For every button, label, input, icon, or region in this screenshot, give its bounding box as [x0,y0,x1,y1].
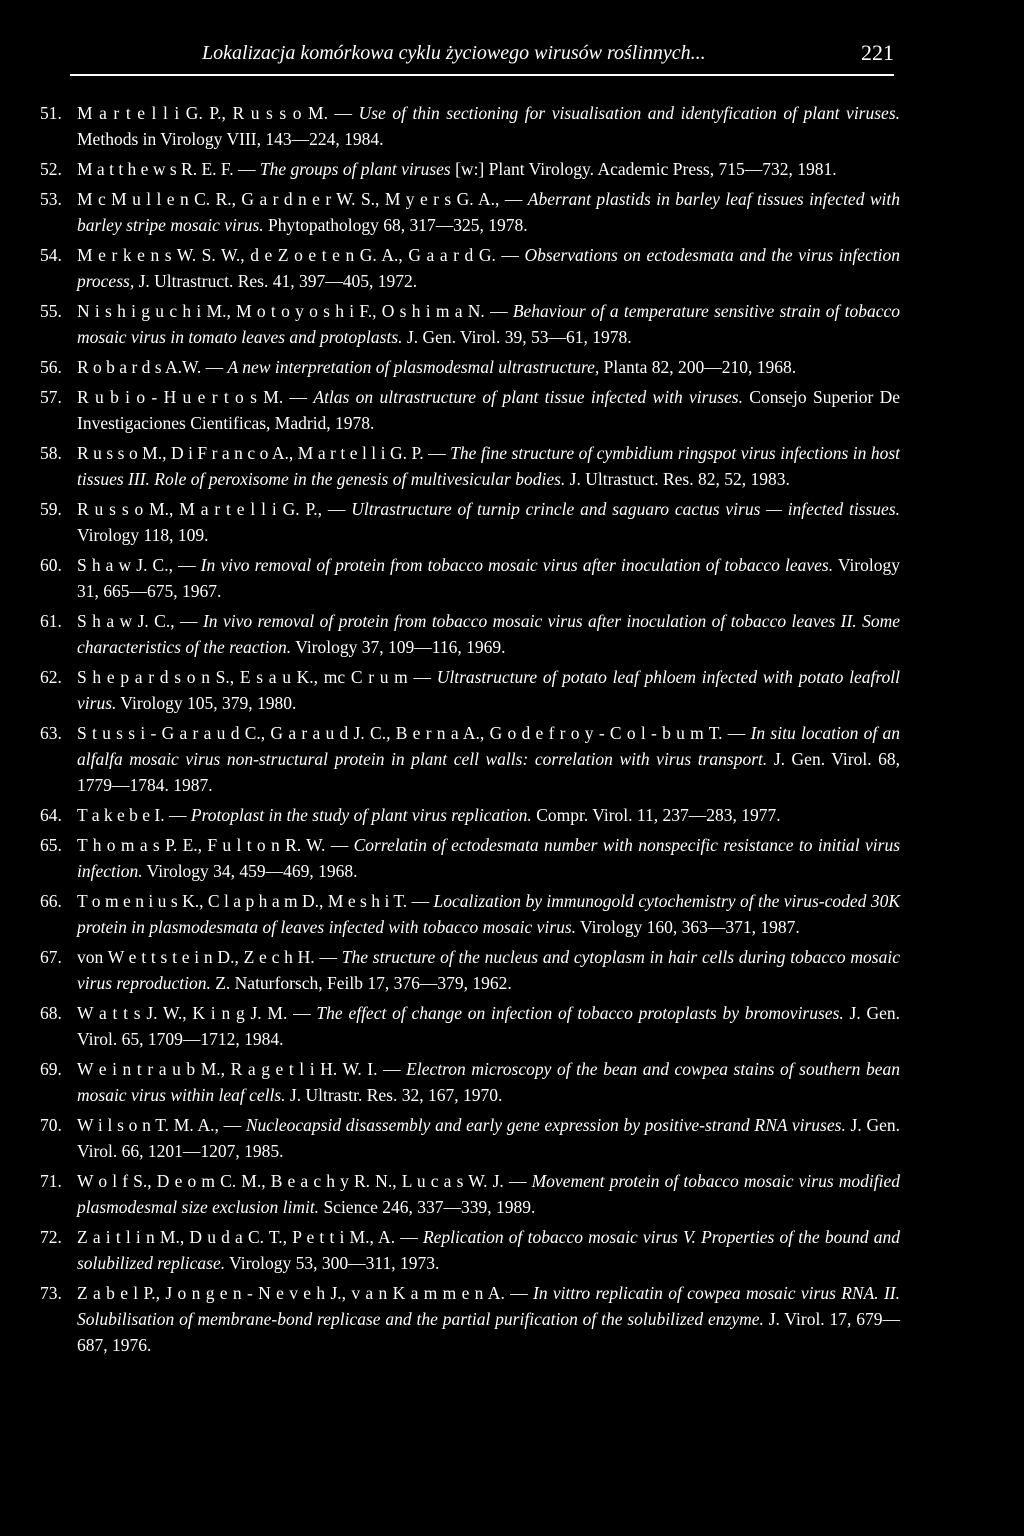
reference-authors: T a k e b e I. [77,805,165,825]
reference-title: In situ location of an alfalfa mosaic virus non-structural protein in plant cell walls: correlation with virus transport. [77,723,901,769]
reference-entry [40,888,900,940]
reference-source: Phytopathology 68, 317—325, 1978. [263,215,528,235]
reference-separator: — [499,189,528,209]
reference-authors: S h a w J. C., [77,611,175,631]
reference-title: In vittro replicatin of cowpea mosaic virus RNA. II. Solubilisation of membrane-bond replicase and the partial purification of the solubilized enzyme. [77,1283,901,1329]
reference-entry [40,242,900,294]
reference-authors: M a r t e l l i G. P., R u s s o M. [77,103,328,123]
reference-source: Virology 160, 363—371, 1987. [576,917,800,937]
reference-separator: — [218,1115,246,1135]
reference-number: 64. [40,805,62,825]
reference-number: 51. [40,103,62,123]
reference-authors: S t u s s i - G a r a u d C., G a r a u d J. C., B e r n a A., G o d e f r o y - C o l - b u m T. [77,723,723,743]
reference-source: Planta 82, 200—210, 1968. [599,357,797,377]
reference-entry [40,720,900,798]
reference-separator: — [407,667,437,687]
running-header [70,40,894,76]
reference-authors: S h a w J. C., [77,555,173,575]
reference-entry [40,496,900,548]
reference-title: In vivo removal of protein from tobacco mosaic virus after inoculation of tobacco leaves II. Some characteristics of the reaction. [77,611,901,657]
reference-entry [40,186,900,238]
reference-source: J. Gen. Virol. 65, 1709—1712, 1984. [77,1003,901,1049]
reference-source: Compr. Virol. 11, 237—283, 1977. [531,805,781,825]
reference-number: 62. [40,667,62,687]
reference-separator: — [395,1227,423,1247]
reference-entry [40,1112,900,1164]
reference-source: J. Virol. 17, 679—687, 1976. [77,1309,900,1355]
reference-separator: — [495,245,525,265]
reference-separator: — [314,947,342,967]
reference-authors: T h o m a s P. E., F u l t o n R. W. [77,835,326,855]
reference-title: Aberrant plastids in barley leaf tissues infected with barley stripe mosaic virus. [77,189,901,235]
reference-source: J. Gen. Virol. 66, 1201—1207, 1985. [77,1115,900,1161]
reference-entry [40,832,900,884]
reference-title: Electron microscopy of the bean and cowpea stains of southern bean mosaic virus within leaf cells. [77,1059,901,1105]
reference-entry [40,552,900,604]
reference-number: 71. [40,1171,62,1191]
reference-number: 70. [40,1115,62,1135]
reference-separator: — [327,103,359,123]
reference-source: Science 246, 337—339, 1989. [319,1197,536,1217]
reference-separator: — [503,1171,532,1191]
reference-authors: W o l f S., D e o m C. M., B e a c h y R. N., L u c a s W. J. [77,1171,504,1191]
reference-entry [40,1168,900,1220]
reference-authors: W a t t s J. W., K i n g J. M. [77,1003,288,1023]
reference-source: J. Ultrastruct. Res. 41, 397—405, 1972. [134,271,418,291]
reference-entry [40,440,900,492]
reference-authors: S h e p a r d s o n S., E s a u K., mc C r u m [77,667,408,687]
reference-source: Virology 34, 459—469, 1968. [142,861,358,881]
reference-entry [40,100,900,152]
reference-separator: — [283,387,314,407]
reference-title: Observations on ectodesmata and the virus infection process, [77,245,901,291]
reference-number: 69. [40,1059,62,1079]
reference-separator: — [233,159,260,179]
reference-authors: von W e t t s t e i n D., Z e c h H. [77,947,315,967]
reference-entry [40,156,900,182]
reference-title: Movement protein of tobacco mosaic virus modified plasmodesmal size exclusion limit. [77,1171,901,1217]
reference-entry [40,298,900,350]
reference-title: The groups of plant viruses [259,159,451,179]
reference-title: Nucleocapsid disassembly and early gene expression by positive-strand RNA viruses. [245,1115,846,1135]
reference-number: 59. [40,499,62,519]
reference-authors: Z a i t l i n M., D u d a C. T., P e t t i M., A. [77,1227,396,1247]
reference-authors: R o b a r d s A.W. [77,357,202,377]
reference-authors: M a t t h e w s R. E. F. [77,159,234,179]
reference-authors: M c M u l l e n C. R., G a r d n e r W. S., M y e r s G. A., [77,189,500,209]
reference-title: In vivo removal of protein from tobacco mosaic virus after inoculation of tobacco leaves. [200,555,834,575]
reference-source: Consejo Superior De Investigaciones Cientificas, Madrid, 1978. [77,387,901,433]
reference-title: Ultrastructure of turnip crincle and saguaro cactus virus — infected tissues. [351,499,900,519]
reference-separator: — [201,357,228,377]
reference-authors: R u s s o M., M a r t e l l i G. P., [77,499,322,519]
reference-source: Virology 105, 379, 1980. [116,693,297,713]
reference-number: 63. [40,723,62,743]
reference-authors: T o m e n i u s K., C l a p h a m D., M e s h i T. [77,891,408,911]
reference-separator: — [164,805,191,825]
reference-authors: R u b i o - H u e r t o s M. [77,387,284,407]
reference-number: 68. [40,1003,62,1023]
reference-entry [40,354,900,380]
reference-source: Virology 37, 109—116, 1969. [291,637,506,657]
reference-entry [40,664,900,716]
reference-source: J. Ultrastr. Res. 32, 167, 1970. [285,1085,503,1105]
reference-entry [40,608,900,660]
reference-number: 57. [40,387,62,407]
reference-separator: — [377,1059,407,1079]
reference-separator: — [322,499,352,519]
reference-source: [w:] Plant Virology. Academic Press, 715—732, 1981. [450,159,837,179]
reference-number: 58. [40,443,62,463]
reference-list [40,100,900,1362]
reference-number: 56. [40,357,62,377]
reference-source: Virology 53, 300—311, 1973. [225,1253,440,1273]
reference-title: Behaviour of a temperature sensitive strain of tobacco mosaic virus in tomato leaves and protoplasts. [77,301,900,347]
reference-separator: — [325,835,354,855]
reference-source: Virology 31, 665—675, 1967. [77,555,900,601]
reference-number: 66. [40,891,62,911]
reference-separator: — [484,301,513,321]
reference-title: Protoplast in the study of plant virus replication. [190,805,532,825]
reference-entry [40,944,900,996]
reference-title: The structure of the nucleus and cytoplasm in hair cells during tobacco mosaic virus reproduction. [77,947,901,993]
reference-title: A new interpretation of plasmodesmal ultrastructure, [227,357,600,377]
reference-entry [40,802,900,828]
reference-authors: W e i n t r a u b M., R a g e t l i H. W. I. [77,1059,378,1079]
reference-authors: M e r k e n s W. S. W., d e Z o e t e n G. A., G a a r d G. [77,245,496,265]
reference-separator: — [407,891,434,911]
reference-number: 67. [40,947,62,967]
reference-title: Atlas on ultrastructure of plant tissue infected with viruses. [313,387,743,407]
reference-authors: R u s s o M., D i F r a n c o A., M a r t e l l i G. P. [77,443,424,463]
reference-source: J. Ultrastuct. Res. 82, 52, 1983. [565,469,790,489]
reference-source: J. Gen. Virol. 68, 1779—1784. 1987. [77,749,900,795]
reference-title: The effect of change on infection of tobacco protoplasts by bromoviruses. [316,1003,844,1023]
reference-number: 60. [40,555,62,575]
reference-source: Z. Naturforsch, Feilb 17, 376—379, 1962. [210,973,512,993]
reference-separator: — [423,443,451,463]
reference-entry [40,1000,900,1052]
reference-number: 55. [40,301,62,321]
running-title: Lokalizacja komórkowa cyklu życiowego wirusów roślinnych... [202,42,706,64]
reference-number: 52. [40,159,62,179]
reference-entry [40,1224,900,1276]
reference-separator: — [174,611,203,631]
reference-title: Use of thin sectioning for visualisation and identyfication of plant viruses. [358,103,901,123]
reference-separator: — [722,723,751,743]
reference-authors: N i s h i g u c h i M., M o t o y o s h i F., O s h i m a N. [77,301,485,321]
reference-title: Correlatin of ectodesmata number with nonspecific resistance to initial virus infection. [77,835,901,881]
reference-source: Methods in Virology VIII, 143—224, 1984. [77,129,384,149]
reference-title: Ultrastructure of potato leaf phloem infected with potato leafroll virus. [77,667,900,713]
reference-authors: Z a b e l P., J o n g e n - N e v e h J., v a n K a m m e n A. [77,1283,505,1303]
page-number: 221 [861,40,894,65]
reference-source: J. Gen. Virol. 39, 53—61, 1978. [402,327,632,347]
reference-title: Localization by immunogold cytochemistry of the virus-coded 30K protein in plasmodesmata of leaves infected with tobacco mosaic virus. [77,891,901,937]
reference-separator: — [287,1003,317,1023]
reference-number: 72. [40,1227,62,1247]
reference-number: 61. [40,611,62,631]
reference-authors: W i l s o n T. M. A., [77,1115,219,1135]
reference-number: 73. [40,1283,62,1303]
reference-title: The fine structure of cymbidium ringspot virus infections in host tissues III. Role of peroxisome in the genesis of multivesicular bodies. [77,443,901,489]
reference-number: 53. [40,189,62,209]
reference-source: Virology 118, 109. [77,525,209,545]
reference-number: 54. [40,245,62,265]
reference-separator: — [172,555,201,575]
reference-entry [40,384,900,436]
reference-entry [40,1280,900,1358]
reference-separator: — [504,1283,533,1303]
reference-entry [40,1056,900,1108]
reference-number: 65. [40,835,62,855]
reference-title: Replication of tobacco mosaic virus V. Properties of the bound and solubilized replicase. [77,1227,900,1273]
